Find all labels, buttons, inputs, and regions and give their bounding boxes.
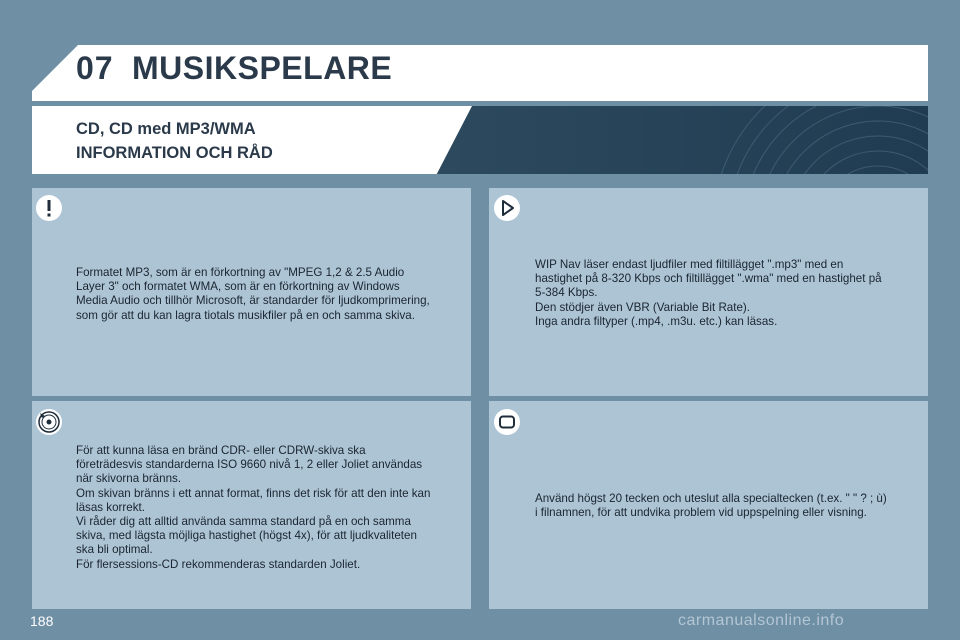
disc-icon: [36, 409, 62, 435]
page-number: 188: [30, 613, 54, 629]
subtitle-line-1: CD, CD med MP3/WMA: [76, 120, 256, 138]
play-icon: [494, 195, 520, 221]
panel-bottom-left-text: För att kunna läsa en bränd CDR- eller CDRW-skiva ska företrädesvis standarderna ISO 9660 nivå 1, 2 eller Joliet användas när skivorna bränns. Om skivan bränns i ett annat format, finns det risk för att den inte kan läsas korrekt. Vi råder dig att alltid använda samma standard på en och samma skiva, med lägsta möjliga hastighet (högst 4x), för att ljudkvaliteten ska bli optimal. För flersessions-CD rekommenderas standarden Joliet.: [76, 444, 431, 571]
warning-icon: [36, 195, 62, 221]
watermark: carmanualsonline.info: [678, 612, 845, 629]
subtitle-line-2: INFORMATION OCH RÅD: [76, 144, 273, 162]
panel-bottom-right-text: Använd högst 20 tecken och uteslut alla specialtecken (t.ex. " " ? ; ù) i filnamnen, för att undvika problem vid uppspelning eller visning.: [535, 492, 887, 520]
panel-top-left-text: Formatet MP3, som är en förkortning av "MPEG 1,2 & 2.5 Audio Layer 3" och formatet WMA, som är en förkortning av Windows Media Audio och tillhör Microsoft, är standarder för ljudkomprimering, som gör att du kan lagra tiotals musikfiler på en och samma skiva.: [76, 266, 430, 322]
chapter-title: MUSIKSPELARE: [132, 50, 393, 86]
rounded-square-icon: [494, 409, 520, 435]
subtitle-white-shape: [32, 106, 472, 174]
panel-top-right-text: WIP Nav läser endast ljudfiler med filtillägget ".mp3" med en hastighet på 8-320 Kbps och filtillägget ".wma" med en hastighet på 5-384 Kbps. Den stödjer även VBR (Variable Bit Rate). Inga andra filtyper (.mp4, .m3u. etc.) kan läsas.: [535, 258, 882, 328]
decorative-arcs: [408, 106, 928, 174]
chapter-number: 07: [76, 50, 114, 86]
